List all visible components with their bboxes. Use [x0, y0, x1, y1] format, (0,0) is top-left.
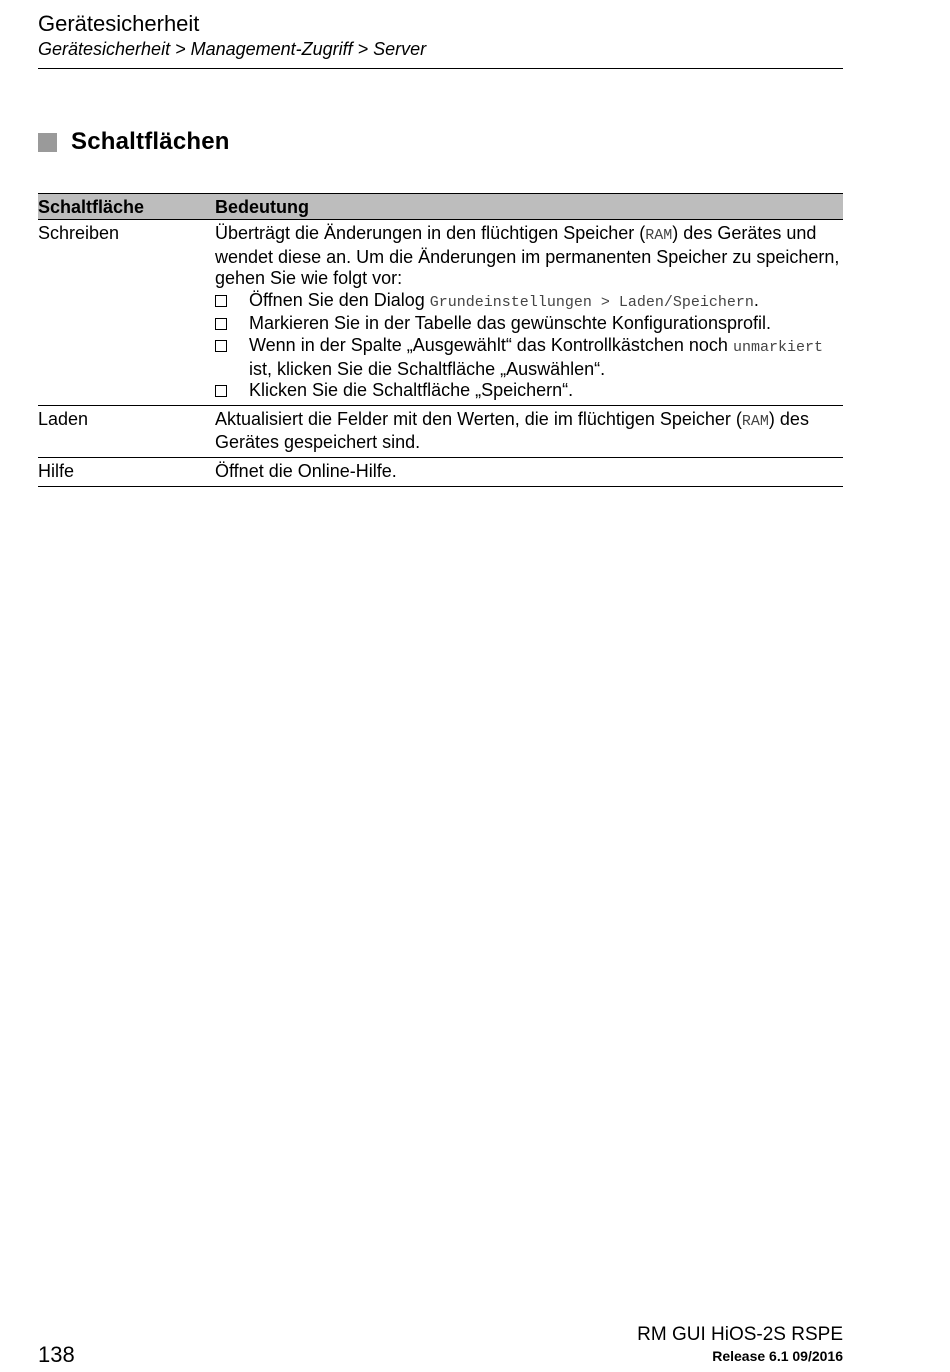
checkbox-bullet-icon — [215, 295, 227, 307]
code-text: unmarkiert — [732, 338, 823, 356]
checkbox-bullet-icon — [215, 340, 227, 352]
page-header — [38, 10, 843, 60]
table-row — [38, 458, 843, 487]
section-title: Schaltflächen — [71, 128, 230, 155]
column-header-meaning: Bedeutung — [215, 196, 309, 217]
list-item: Klicken Sie die Schaltfläche „Speichern“. — [215, 380, 843, 402]
button-description: Aktualisiert die Felder mit den Werten, die im flüchtigen Speicher (RAM) des Gerätes gespeichert sind. — [215, 408, 809, 453]
checkbox-bullet-icon — [215, 318, 227, 330]
list-item: Markieren Sie in der Tabelle das gewünschte Konfigurationsprofil. — [215, 313, 843, 335]
list-item: Öffnen Sie den Dialog Grundeinstellungen > Laden/Speichern. — [215, 290, 843, 314]
header-divider — [38, 68, 843, 69]
footer-info — [637, 1324, 843, 1366]
product-name: RM GUI HiOS-2S RSPE — [637, 1324, 843, 1345]
release-info: Release 6.1 09/2016 — [712, 1348, 843, 1364]
buttons-table — [38, 193, 843, 487]
checkbox-bullet-icon — [215, 385, 227, 397]
column-header-button: Schaltfläche — [38, 196, 145, 217]
button-description: Öffnet die Online-Hilfe. — [215, 460, 397, 481]
table-row — [38, 220, 843, 406]
code-text: RAM — [741, 412, 769, 430]
chapter-title: Gerätesicherheit — [38, 11, 200, 36]
button-name: Laden — [38, 408, 89, 429]
page-number: 138 — [38, 1342, 75, 1367]
button-name: Schreiben — [38, 223, 120, 243]
table-row — [38, 406, 843, 458]
table-header — [38, 194, 843, 220]
button-name: Hilfe — [38, 460, 75, 481]
code-text: Grundeinstellungen > Laden/Speichern — [429, 293, 754, 311]
list-item: Wenn in der Spalte „Ausgewählt“ das Kontrollkästchen noch unmarkiert ist, klicken Sie die Schaltfläche „Auswählen“. — [215, 335, 843, 380]
code-text: RAM — [645, 227, 673, 244]
button-description: Überträgt die Änderungen in den flüchtigen Speicher (RAM) des Gerätes und wendet diese an. Um die Änderungen im permanenten Speicher zu speichern, gehen Sie wie folgt vor: Öffnen Sie den Dialog Grundeinstellungen > Laden/Speichern. Markieren Sie in der Tabelle das gewünschte Konfigurationsprofil. Wenn in der Spalte „Ausgewählt“ das Kontrollkästchen noch unmarkiert ist, klicken Sie die Schaltfläche „Auswählen“. Klicken Sie die Schaltfläche „Speichern“. — [215, 223, 843, 402]
breadcrumb: Gerätesicherheit > Management-Zugriff > Server — [38, 39, 427, 59]
square-bullet-icon — [38, 133, 57, 152]
section-heading — [38, 128, 230, 156]
